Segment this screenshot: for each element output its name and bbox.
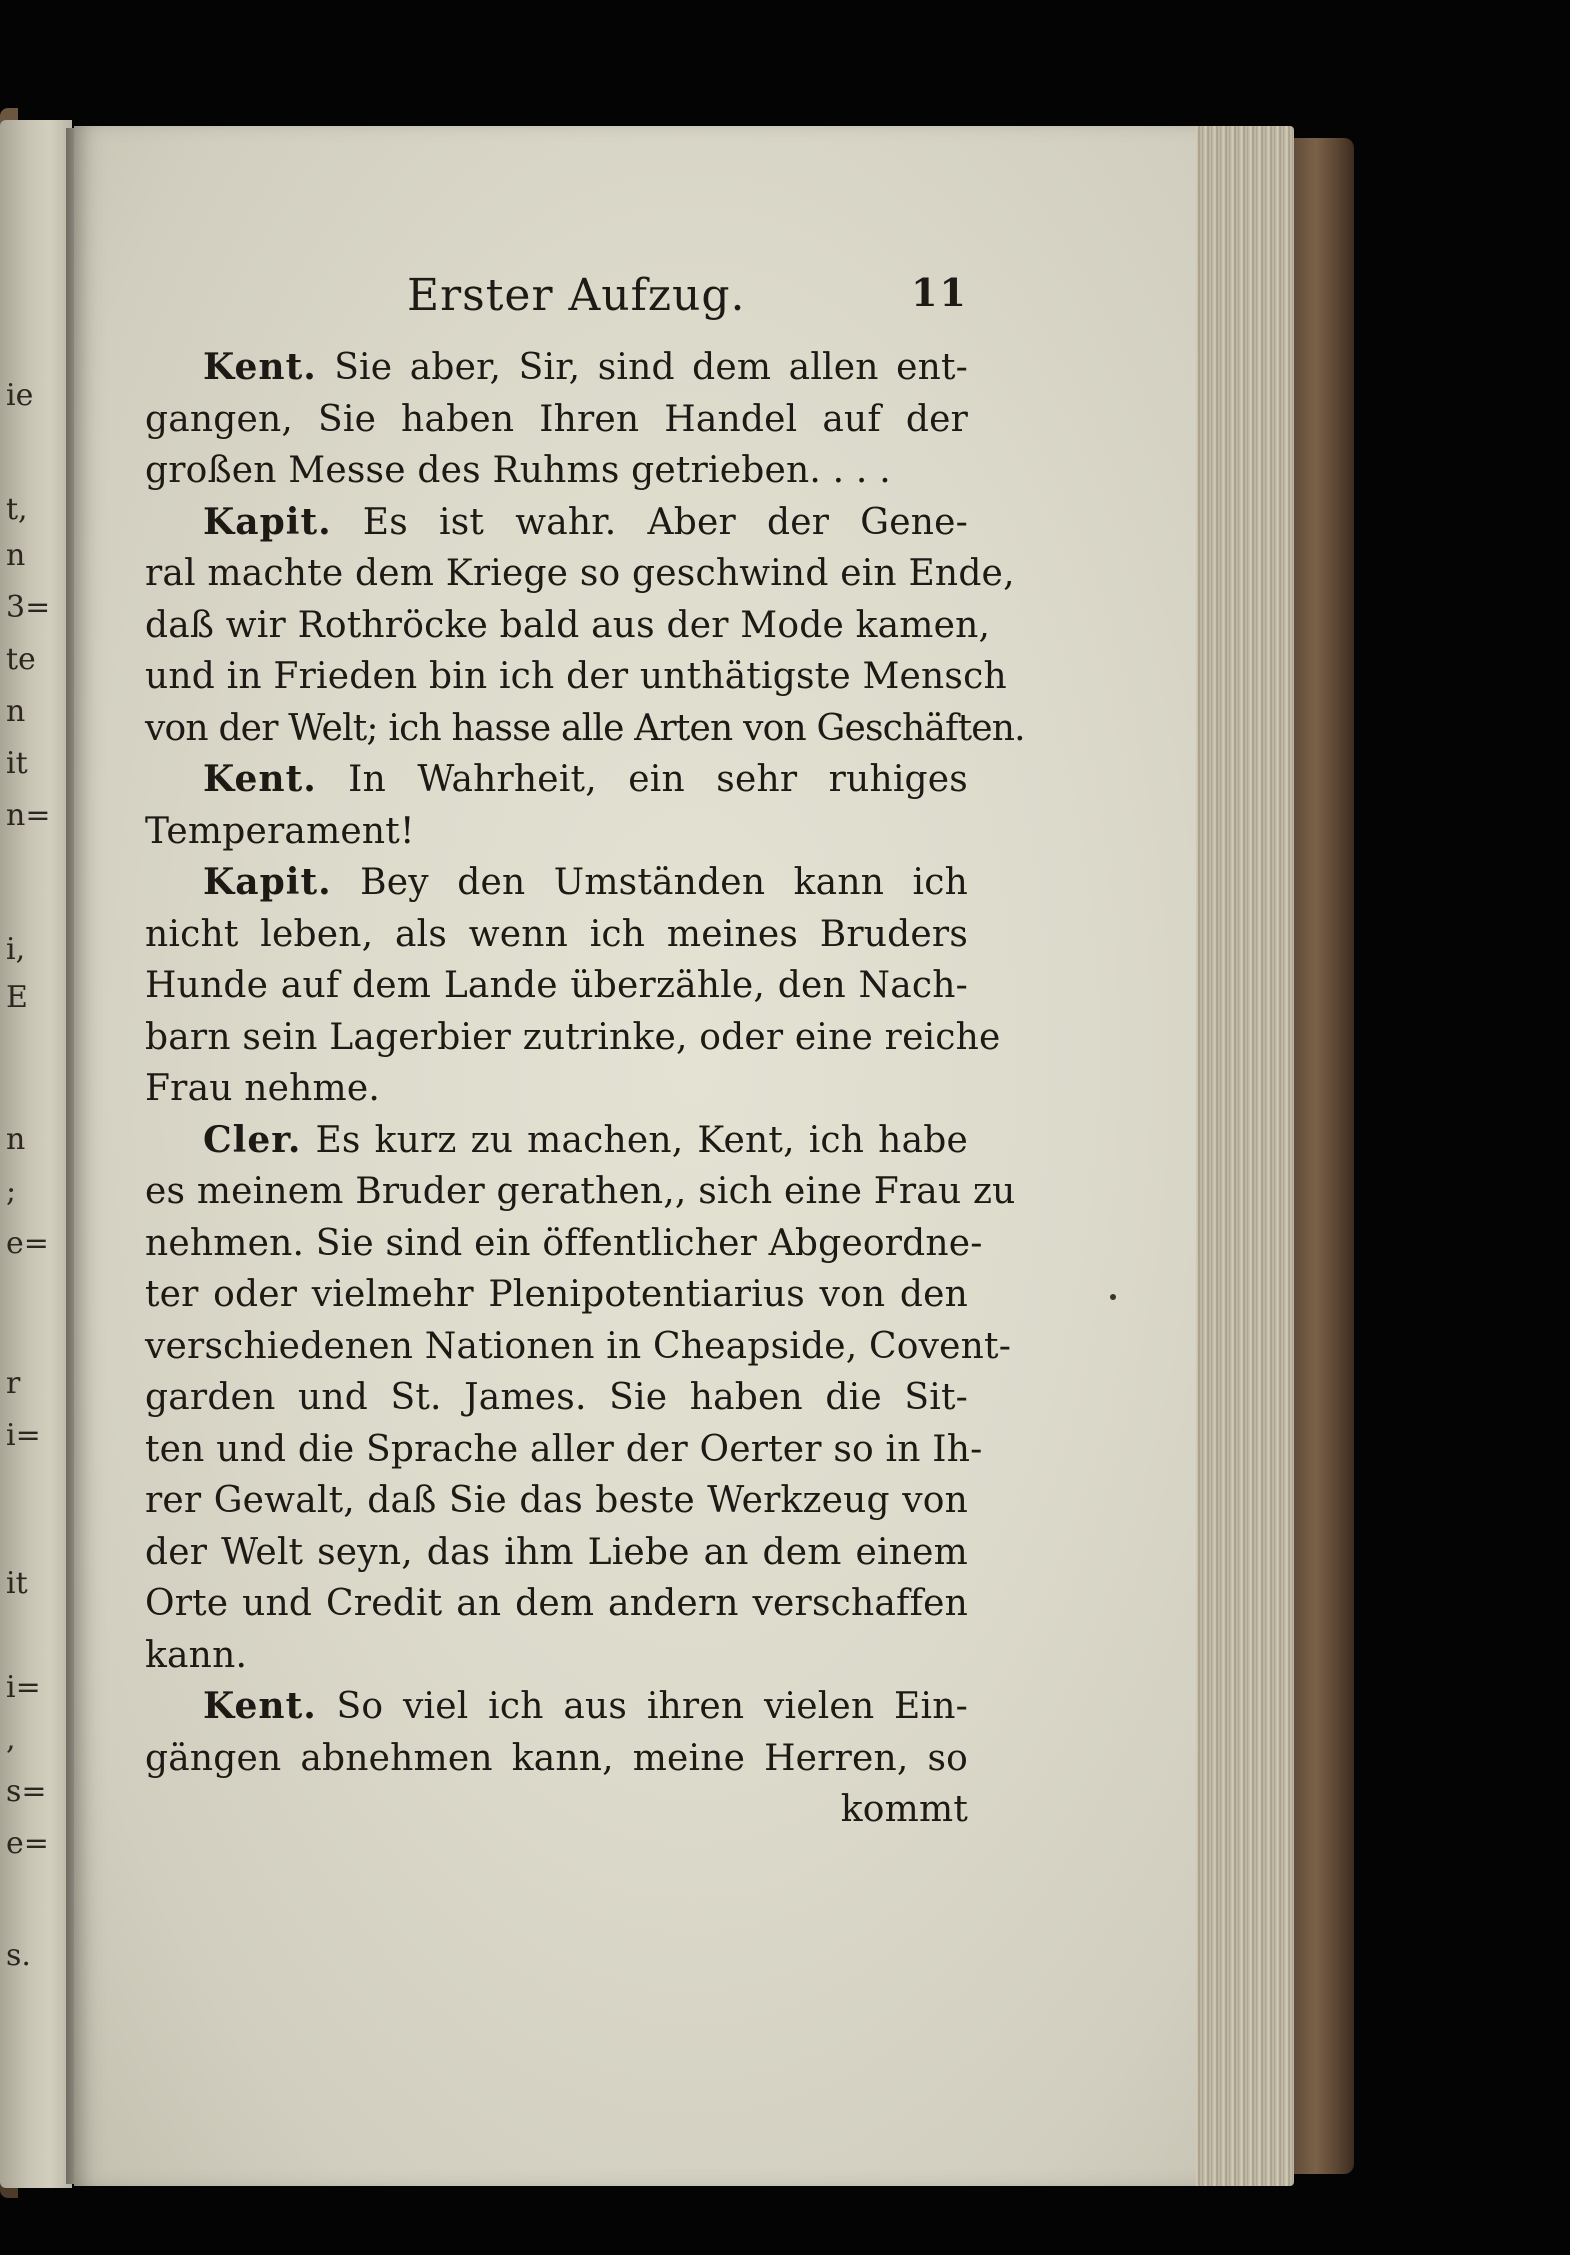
line-text: nicht leben, als wenn ich meines Bruders xyxy=(145,913,968,955)
text-line xyxy=(145,445,968,497)
catchword xyxy=(145,1784,968,1836)
left-fragment: n xyxy=(6,538,26,573)
text-line xyxy=(145,754,968,806)
left-fragment: s= xyxy=(6,1774,47,1809)
left-page-text-fragments xyxy=(0,120,72,2188)
line-text: nehmen. Sie sind ein öffentlicher Abgeordne- xyxy=(145,1222,983,1264)
line-text: daß wir Rothröcke bald aus der Mode kamen, xyxy=(145,604,991,646)
left-fragment: te xyxy=(6,642,36,677)
line-text: Bey den Umständen kann ich xyxy=(360,862,968,903)
text-line xyxy=(145,1527,968,1579)
left-fragment: i, xyxy=(6,932,26,967)
left-fragment: E xyxy=(6,980,28,1015)
text-line xyxy=(145,1681,968,1733)
line-text: In Wahrheit, ein sehr ruhiges xyxy=(348,759,968,800)
line-text: großen Messe des Ruhms getrieben. . . . xyxy=(145,450,891,491)
left-fragment: e= xyxy=(6,1826,49,1861)
catchword-text: kommt xyxy=(840,1789,968,1830)
text-line xyxy=(145,1475,968,1527)
left-fragment: s. xyxy=(6,1938,31,1973)
left-fragment: ie xyxy=(6,378,34,413)
line-text: gangen, Sie haben Ihren Handel auf der xyxy=(145,398,968,440)
line-text: Es kurz zu machen, Kent, ich habe xyxy=(315,1119,968,1161)
speaker-label: Kent. xyxy=(203,758,317,800)
text-line xyxy=(145,600,991,652)
left-fragment: n xyxy=(6,694,26,729)
left-fragment: , xyxy=(6,1722,16,1757)
left-fragment: ; xyxy=(6,1174,17,1209)
speaker-label: Kapit. xyxy=(203,861,332,903)
text-line xyxy=(145,1115,968,1167)
text-line xyxy=(145,1012,1001,1064)
left-fragment: i= xyxy=(6,1670,41,1705)
running-head-title: Erster Aufzug. xyxy=(407,270,746,321)
page-text-block xyxy=(145,270,1025,1836)
text-line xyxy=(145,703,1025,755)
left-fragment: n= xyxy=(6,798,51,833)
line-text: So viel ich aus ihren vielen Ein- xyxy=(336,1686,969,1727)
line-text: rer Gewalt, daß Sie das beste Werkzeug von xyxy=(145,1480,968,1521)
line-text: der Welt seyn, das ihm Liebe an dem einem xyxy=(145,1531,968,1573)
line-text: von der Welt; ich hasse alle Arten von Geschäften. xyxy=(145,707,1025,749)
text-line xyxy=(145,548,1015,600)
line-text: gängen abnehmen kann, meine Herren, so xyxy=(145,1737,968,1779)
left-fragment: i= xyxy=(6,1418,41,1453)
speaker-label: Kapit. xyxy=(203,500,332,543)
speaker-label: Cler. xyxy=(203,1118,302,1161)
text-line xyxy=(145,1321,1012,1373)
text-line xyxy=(145,1269,968,1321)
left-fragment: n xyxy=(6,1122,26,1157)
text-line xyxy=(145,1733,968,1785)
left-fragment: it xyxy=(6,1566,28,1601)
left-fragment: t, xyxy=(6,492,28,527)
line-text: ten und die Sprache aller der Oerter so in Ih- xyxy=(145,1428,983,1470)
text-line xyxy=(145,1166,1016,1218)
left-fragment: e= xyxy=(6,1226,49,1261)
left-fragment: r xyxy=(6,1366,21,1401)
left-facing-page xyxy=(0,120,72,2188)
line-text: Es ist wahr. Aber der Gene- xyxy=(362,501,968,543)
text-line xyxy=(145,651,1007,703)
line-text: Temperament! xyxy=(145,810,415,852)
left-fragment: 3= xyxy=(6,590,51,625)
text-line xyxy=(145,342,968,394)
line-text: kann. xyxy=(145,1634,248,1676)
line-text: garden und St. James. Sie haben die Sit- xyxy=(145,1377,968,1418)
line-text: verschiedenen Nationen in Cheapside, Covent- xyxy=(145,1325,1012,1367)
book-cover-right-edge xyxy=(1290,138,1354,2174)
text-line xyxy=(145,394,968,446)
running-head xyxy=(145,270,968,342)
text-line xyxy=(145,1630,968,1682)
text-line xyxy=(145,857,968,909)
text-line xyxy=(145,1578,968,1630)
line-text: ter oder vielmehr Plenipotentiarius von den xyxy=(145,1274,968,1315)
text-line xyxy=(145,1424,983,1476)
left-fragment: it xyxy=(6,746,28,781)
speaker-label: Kent. xyxy=(203,346,317,388)
line-text: Frau nehme. xyxy=(145,1068,381,1109)
speaker-label: Kent. xyxy=(203,1685,317,1727)
text-line xyxy=(145,497,968,549)
text-line xyxy=(145,960,968,1012)
paper-speck xyxy=(1110,1294,1116,1300)
line-text: und in Frieden bin ich der unthätigste Mensch xyxy=(145,656,1007,697)
line-text: Hunde auf dem Lande überzähle, den Nach- xyxy=(145,965,968,1006)
text-line xyxy=(145,806,968,858)
line-text: Sie aber, Sir, sind dem allen ent- xyxy=(334,347,968,388)
text-line xyxy=(145,1372,968,1424)
text-line xyxy=(145,1063,968,1115)
line-text: barn sein Lagerbier zutrinke, oder eine reiche xyxy=(145,1016,1001,1058)
page-number: 11 xyxy=(911,270,968,315)
line-text: ral machte dem Kriege so geschwind ein Ende, xyxy=(145,553,1015,594)
text-line xyxy=(145,909,968,961)
line-text: Orte und Credit an dem andern verschaffen xyxy=(145,1583,968,1624)
line-text: es meinem Bruder gerathen,, sich eine Frau zu xyxy=(145,1171,1016,1212)
text-line xyxy=(145,1218,983,1270)
page-edges-stack xyxy=(1194,126,1294,2186)
